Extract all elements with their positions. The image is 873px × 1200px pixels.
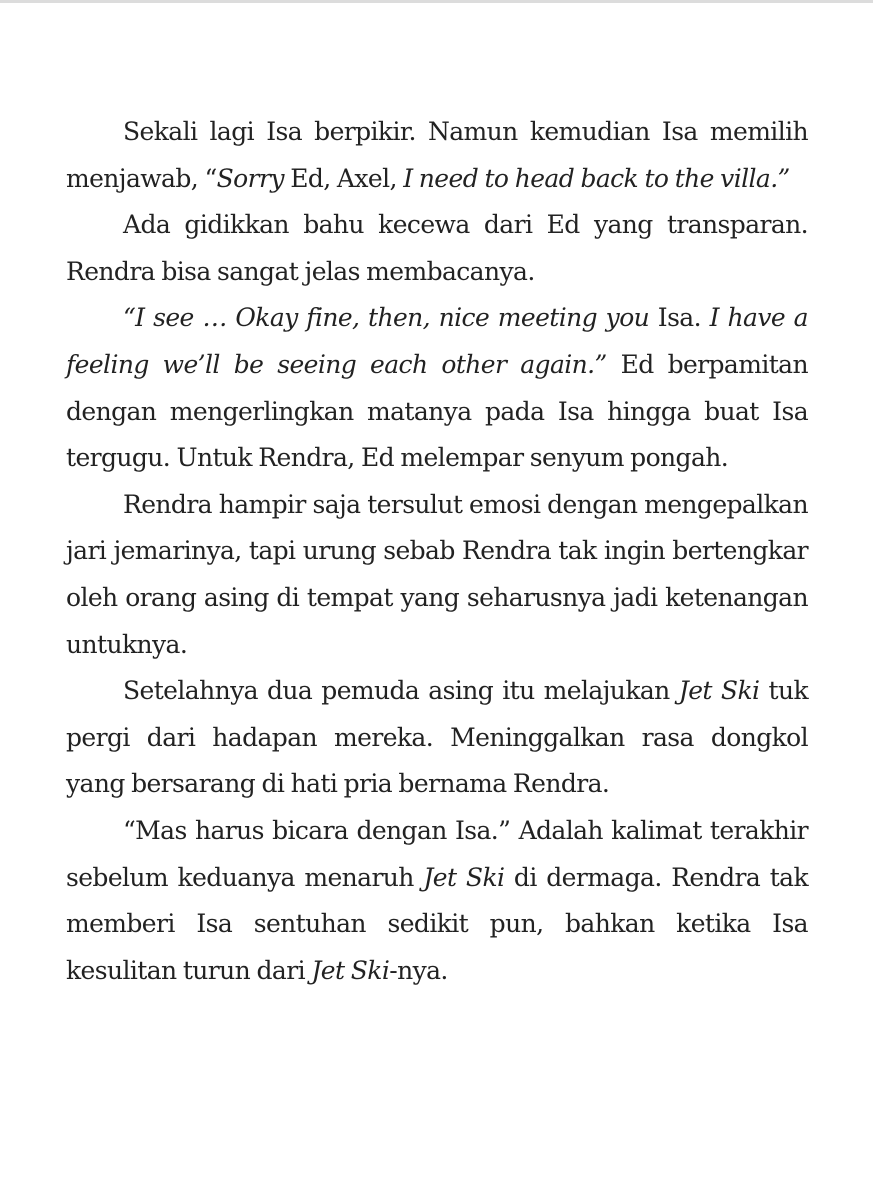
text-segment: Ed, Axel, bbox=[283, 163, 404, 193]
text-segment: Ed berpamitan dengan mengerlingkan matanya pada Isa hingga buat Isa tergugu. Untuk Rendra, Ed melempar senyum pongah. bbox=[66, 349, 808, 473]
italic-segment: Jet Ski bbox=[311, 955, 390, 985]
text-segment: Isa. bbox=[649, 303, 710, 333]
paragraph-3 bbox=[66, 295, 808, 481]
text-segment: Ada gidikkan bahu kecewa dari Ed yang transparan. Rendra bisa sangat jelas membacanya. bbox=[66, 210, 808, 286]
text-segment: tuk pergi dari hadapan mereka. Meninggalkan rasa dongkol yang bersarang di hati pria bernama Rendra. bbox=[66, 676, 808, 799]
italic-segment: Jet Ski bbox=[423, 862, 505, 892]
paragraph-6 bbox=[66, 808, 808, 994]
paragraph-2 bbox=[66, 202, 808, 295]
text-segment: Sekali lagi Isa berpikir. Namun kemudian Isa memilih menjawab, “ bbox=[66, 117, 808, 193]
italic-segment: Jet Ski bbox=[678, 676, 760, 706]
italic-segment: I need to head back to the villa.” bbox=[403, 163, 790, 193]
italic-segment: Sorry bbox=[216, 163, 284, 193]
paragraph-1 bbox=[66, 109, 808, 202]
text-segment: Setelahnya dua pemuda asing itu melajukan bbox=[123, 676, 679, 706]
text-segment: “Mas harus bicara dengan Isa.” Adalah kalimat terakhir sebelum keduanya menaruh bbox=[66, 815, 808, 892]
story-text bbox=[66, 109, 808, 994]
text-segment: -nya. bbox=[389, 955, 448, 985]
text-segment: di dermaga. Rendra tak memberi Isa sentuhan sedikit pun, bahkan ketika Isa kesulitan turun dari bbox=[66, 862, 808, 985]
top-edge-strip bbox=[0, 0, 873, 3]
paragraph-5 bbox=[66, 668, 808, 808]
italic-segment: “I see … Okay fine, then, nice meeting you bbox=[123, 303, 650, 333]
italic-segment: I have a feeling we’ll be seeing each other again.” bbox=[66, 303, 808, 379]
text-segment: Rendra hampir saja tersulut emosi dengan mengepalkan jari jemarinya, tapi urung sebab Rendra tak ingin bertengkar oleh orang asing di tempat yang seharusnya jadi ketenangan untuknya. bbox=[66, 489, 808, 659]
paragraph-4 bbox=[66, 482, 808, 668]
